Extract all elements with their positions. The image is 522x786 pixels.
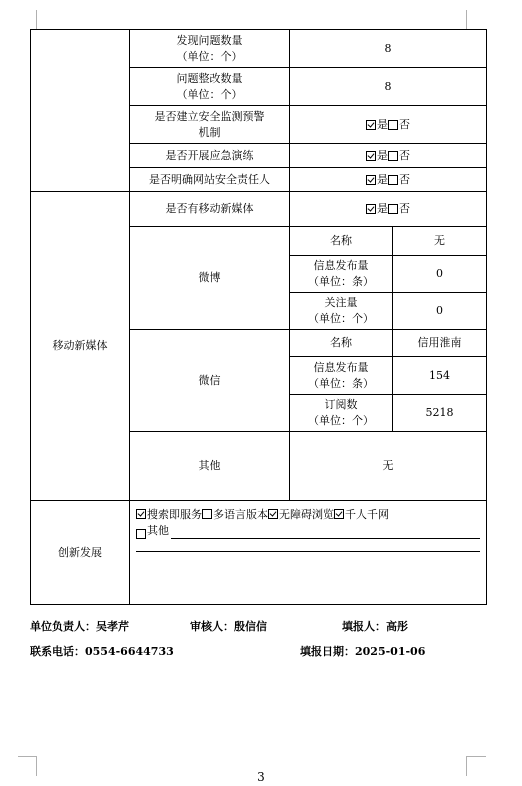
weibo-followers-label: 关注量 （单位：个） xyxy=(290,293,393,330)
checkbox-empty-icon xyxy=(388,175,398,185)
mobile-section-label: 移动新媒体 xyxy=(31,192,130,501)
page-number: 3 xyxy=(257,770,265,784)
checkbox-checked-icon xyxy=(136,509,146,519)
crop-mark-br-h xyxy=(466,756,486,757)
other-value: 无 xyxy=(290,432,487,501)
checkbox-empty-icon xyxy=(388,120,398,130)
monitor-label: 是否建立安全监测预警 机制 xyxy=(130,106,290,144)
fill-line-2 xyxy=(136,539,480,552)
drill-label: 是否开展应急演练 xyxy=(130,144,290,168)
wechat-name-value: 信用淮南 xyxy=(393,330,487,357)
checkbox-empty-icon xyxy=(388,204,398,214)
wechat-subscribers-value: 5218 xyxy=(393,395,487,432)
weibo-name-value: 无 xyxy=(393,227,487,256)
responsible-yesno: 是 否 xyxy=(290,168,487,192)
weibo-posts-label: 信息发布量 （单位：条） xyxy=(290,256,393,293)
weibo-followers-value: 0 xyxy=(393,293,487,330)
checkbox-checked-icon xyxy=(334,509,344,519)
wechat-name-label: 名称 xyxy=(290,330,393,357)
checkbox-checked-icon xyxy=(366,151,376,161)
has-mobile-yesno: 是 否 xyxy=(290,192,487,227)
checkbox-checked-icon xyxy=(366,120,376,130)
checkbox-checked-icon xyxy=(366,204,376,214)
problems-fixed-value: 8 xyxy=(290,68,487,106)
crop-mark-tr-v xyxy=(466,10,467,30)
problems-found-label: 发现问题数量 （单位：个） xyxy=(130,30,290,68)
fill-line xyxy=(171,525,480,539)
responsible-label: 是否明确网站安全责任人 xyxy=(130,168,290,192)
problems-found-value: 8 xyxy=(290,30,487,68)
checkbox-checked-icon xyxy=(366,175,376,185)
crop-mark-bl-h xyxy=(18,756,37,757)
weibo-label: 微博 xyxy=(130,227,290,330)
has-mobile-label: 是否有移动新媒体 xyxy=(130,192,290,227)
reviewer: 审核人：殷信信 xyxy=(190,620,267,633)
contact-phone: 联系电话：0554-6644733 xyxy=(30,645,174,658)
wechat-label: 微信 xyxy=(130,330,290,432)
checkbox-empty-icon xyxy=(136,529,146,539)
wechat-posts-value: 154 xyxy=(393,357,487,395)
other-label: 其他 xyxy=(130,432,290,501)
fill-date: 填报日期：2025-01-06 xyxy=(300,645,426,658)
weibo-posts-value: 0 xyxy=(393,256,487,293)
checkbox-empty-icon xyxy=(202,509,212,519)
innovation-options: 搜索即服务 多语言版本 无障碍浏览 千人千网 其他 xyxy=(130,501,487,605)
unit-head: 单位负责人：吴孝芹 xyxy=(30,620,129,633)
problems-fixed-label: 问题整改数量 （单位：个） xyxy=(130,68,290,106)
section-security-cell xyxy=(31,30,130,192)
innovation-label: 创新发展 xyxy=(31,501,130,605)
drill-yesno: 是 否 xyxy=(290,144,487,168)
checkbox-checked-icon xyxy=(268,509,278,519)
weibo-name-label: 名称 xyxy=(290,227,393,256)
report-table xyxy=(30,29,487,605)
crop-mark-tl-v xyxy=(36,10,37,30)
checkbox-empty-icon xyxy=(388,151,398,161)
filler: 填报人：高彤 xyxy=(342,620,408,633)
wechat-posts-label: 信息发布量 （单位：条） xyxy=(290,357,393,395)
monitor-yesno: 是 否 xyxy=(290,106,487,144)
wechat-subscribers-label: 订阅数 （单位：个） xyxy=(290,395,393,432)
